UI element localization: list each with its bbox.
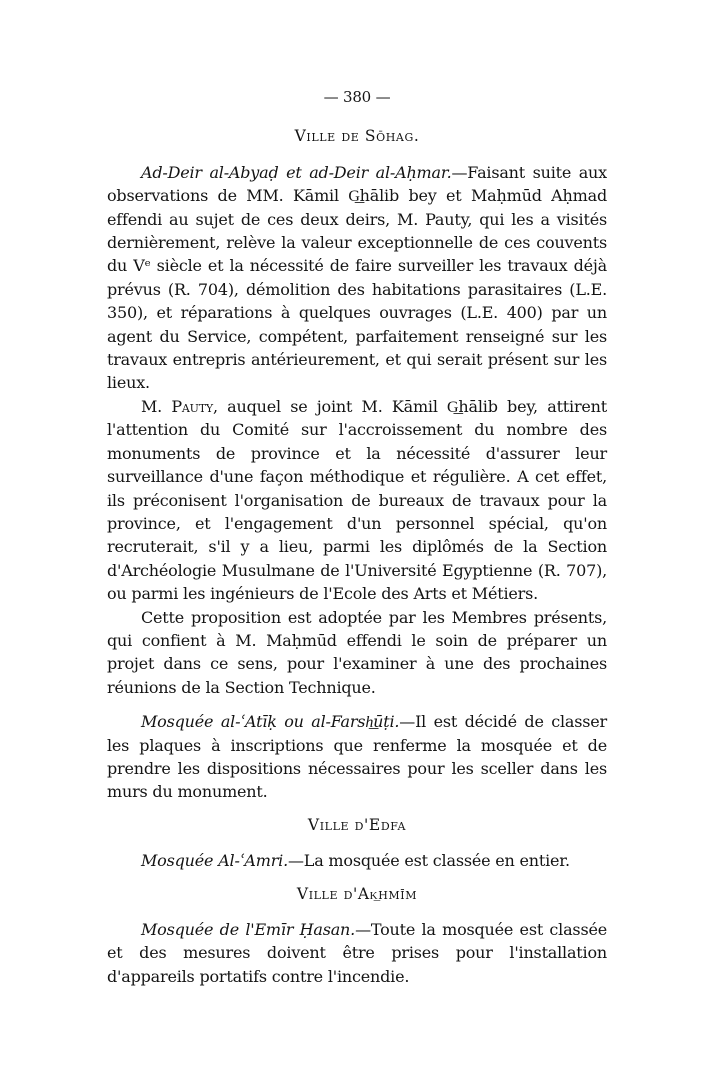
paragraph-mosquee-al-amri-title: Mosquée Al-ʿAmri. bbox=[141, 851, 288, 871]
paragraph-deirs-text: —Faisant suite aux observations de MM. Kāmil G͟hālib bey et Maḥmūd Aḥmad effendi au sujet de ces deux deirs, M. Pauty, qui les a visités dernièrement, relève la valeur exceptionnelle de ces couvents du Vᵉ siècle et la nécessité de faire surveiller les travaux déjà prévus (R. 704), démolition des habitations parasitaires (L.E. 350), et réparations à quelques ouvrages (L.E. 400) par un agent du Service, compétent, parfaitement renseigné sur les travaux entrepris antérieurement, et qui serait présent sur les lieux. bbox=[107, 162, 607, 393]
paragraph-mosquee-al-atik-title: Mosquée al-ʿAtīḳ ou al-Farsh͟ūṭi. bbox=[141, 712, 400, 732]
paragraph-mosquee-al-amri bbox=[107, 849, 607, 872]
paragraph-pauty-name: M. Pauty bbox=[141, 396, 213, 416]
heading-ville-d-akhmim: Ville d'Ak͟hmīm bbox=[296, 884, 418, 903]
paragraph-mosquee-al-amri-text: —La mosquée est classée en entier. bbox=[287, 851, 570, 871]
paragraph-pauty-proposal bbox=[107, 395, 607, 606]
paragraph-pauty-text: , auquel se joint M. Kāmil G͟hālib bey, attirent l'attention du Comité sur l'accroissement du nombre des monuments de province et la nécessité d'assurer leur surveillance d'une façon méthodique et régulière. A cet effet, ils préconisent l'organisation de bureaux de travaux pour la province, et l'engagement d'un personnel spécial, qu'on recruterait, s'il y a lieu, parmi les diplômés de la Section d'Archéologie Musulmane de l'Université Egyptienne (R. 707), ou parmi les ingénieurs de l'Ecole des Arts et Métiers. bbox=[107, 396, 607, 604]
document-page bbox=[107, 86, 607, 988]
paragraph-mosquee-al-atik bbox=[107, 710, 607, 804]
paragraph-adoption bbox=[107, 606, 607, 700]
heading-ville-de-sohag: Ville de Sōhag. bbox=[294, 127, 420, 146]
paragraph-adoption-text: Cette proposition est adoptée par les Membres présents, qui confient à M. Maḥmūd effendi le soin de préparer un projet dans ce sens, pour l'examiner à une des prochaines réunions de la Section Technique. bbox=[107, 607, 607, 697]
paragraph-mosquee-emir-hasan bbox=[107, 918, 607, 988]
paragraph-deirs bbox=[107, 161, 607, 395]
page-number: — 380 — bbox=[323, 88, 391, 106]
paragraph-mosquee-al-atik-text: —Il est décidé de classer les plaques à inscriptions que renferme la mosquée et de prendre les dispositions nécessaires pour les sceller dans les murs du monument. bbox=[107, 712, 607, 802]
paragraph-mosquee-emir-hasan-title: Mosquée de l'Emīr Ḥasan. bbox=[141, 920, 356, 939]
paragraph-deirs-title: Ad-Deir al-Abyaḍ et ad-Deir al-Aḥmar. bbox=[141, 162, 452, 182]
heading-ville-d-edfa: Ville d'Edfa bbox=[307, 815, 407, 834]
paragraph-mosquee-emir-hasan-text: —Toute la mosquée est classée et des mesures doivent être prises pour l'installation d'appareils portatifs contre l'incendie. bbox=[107, 920, 607, 986]
